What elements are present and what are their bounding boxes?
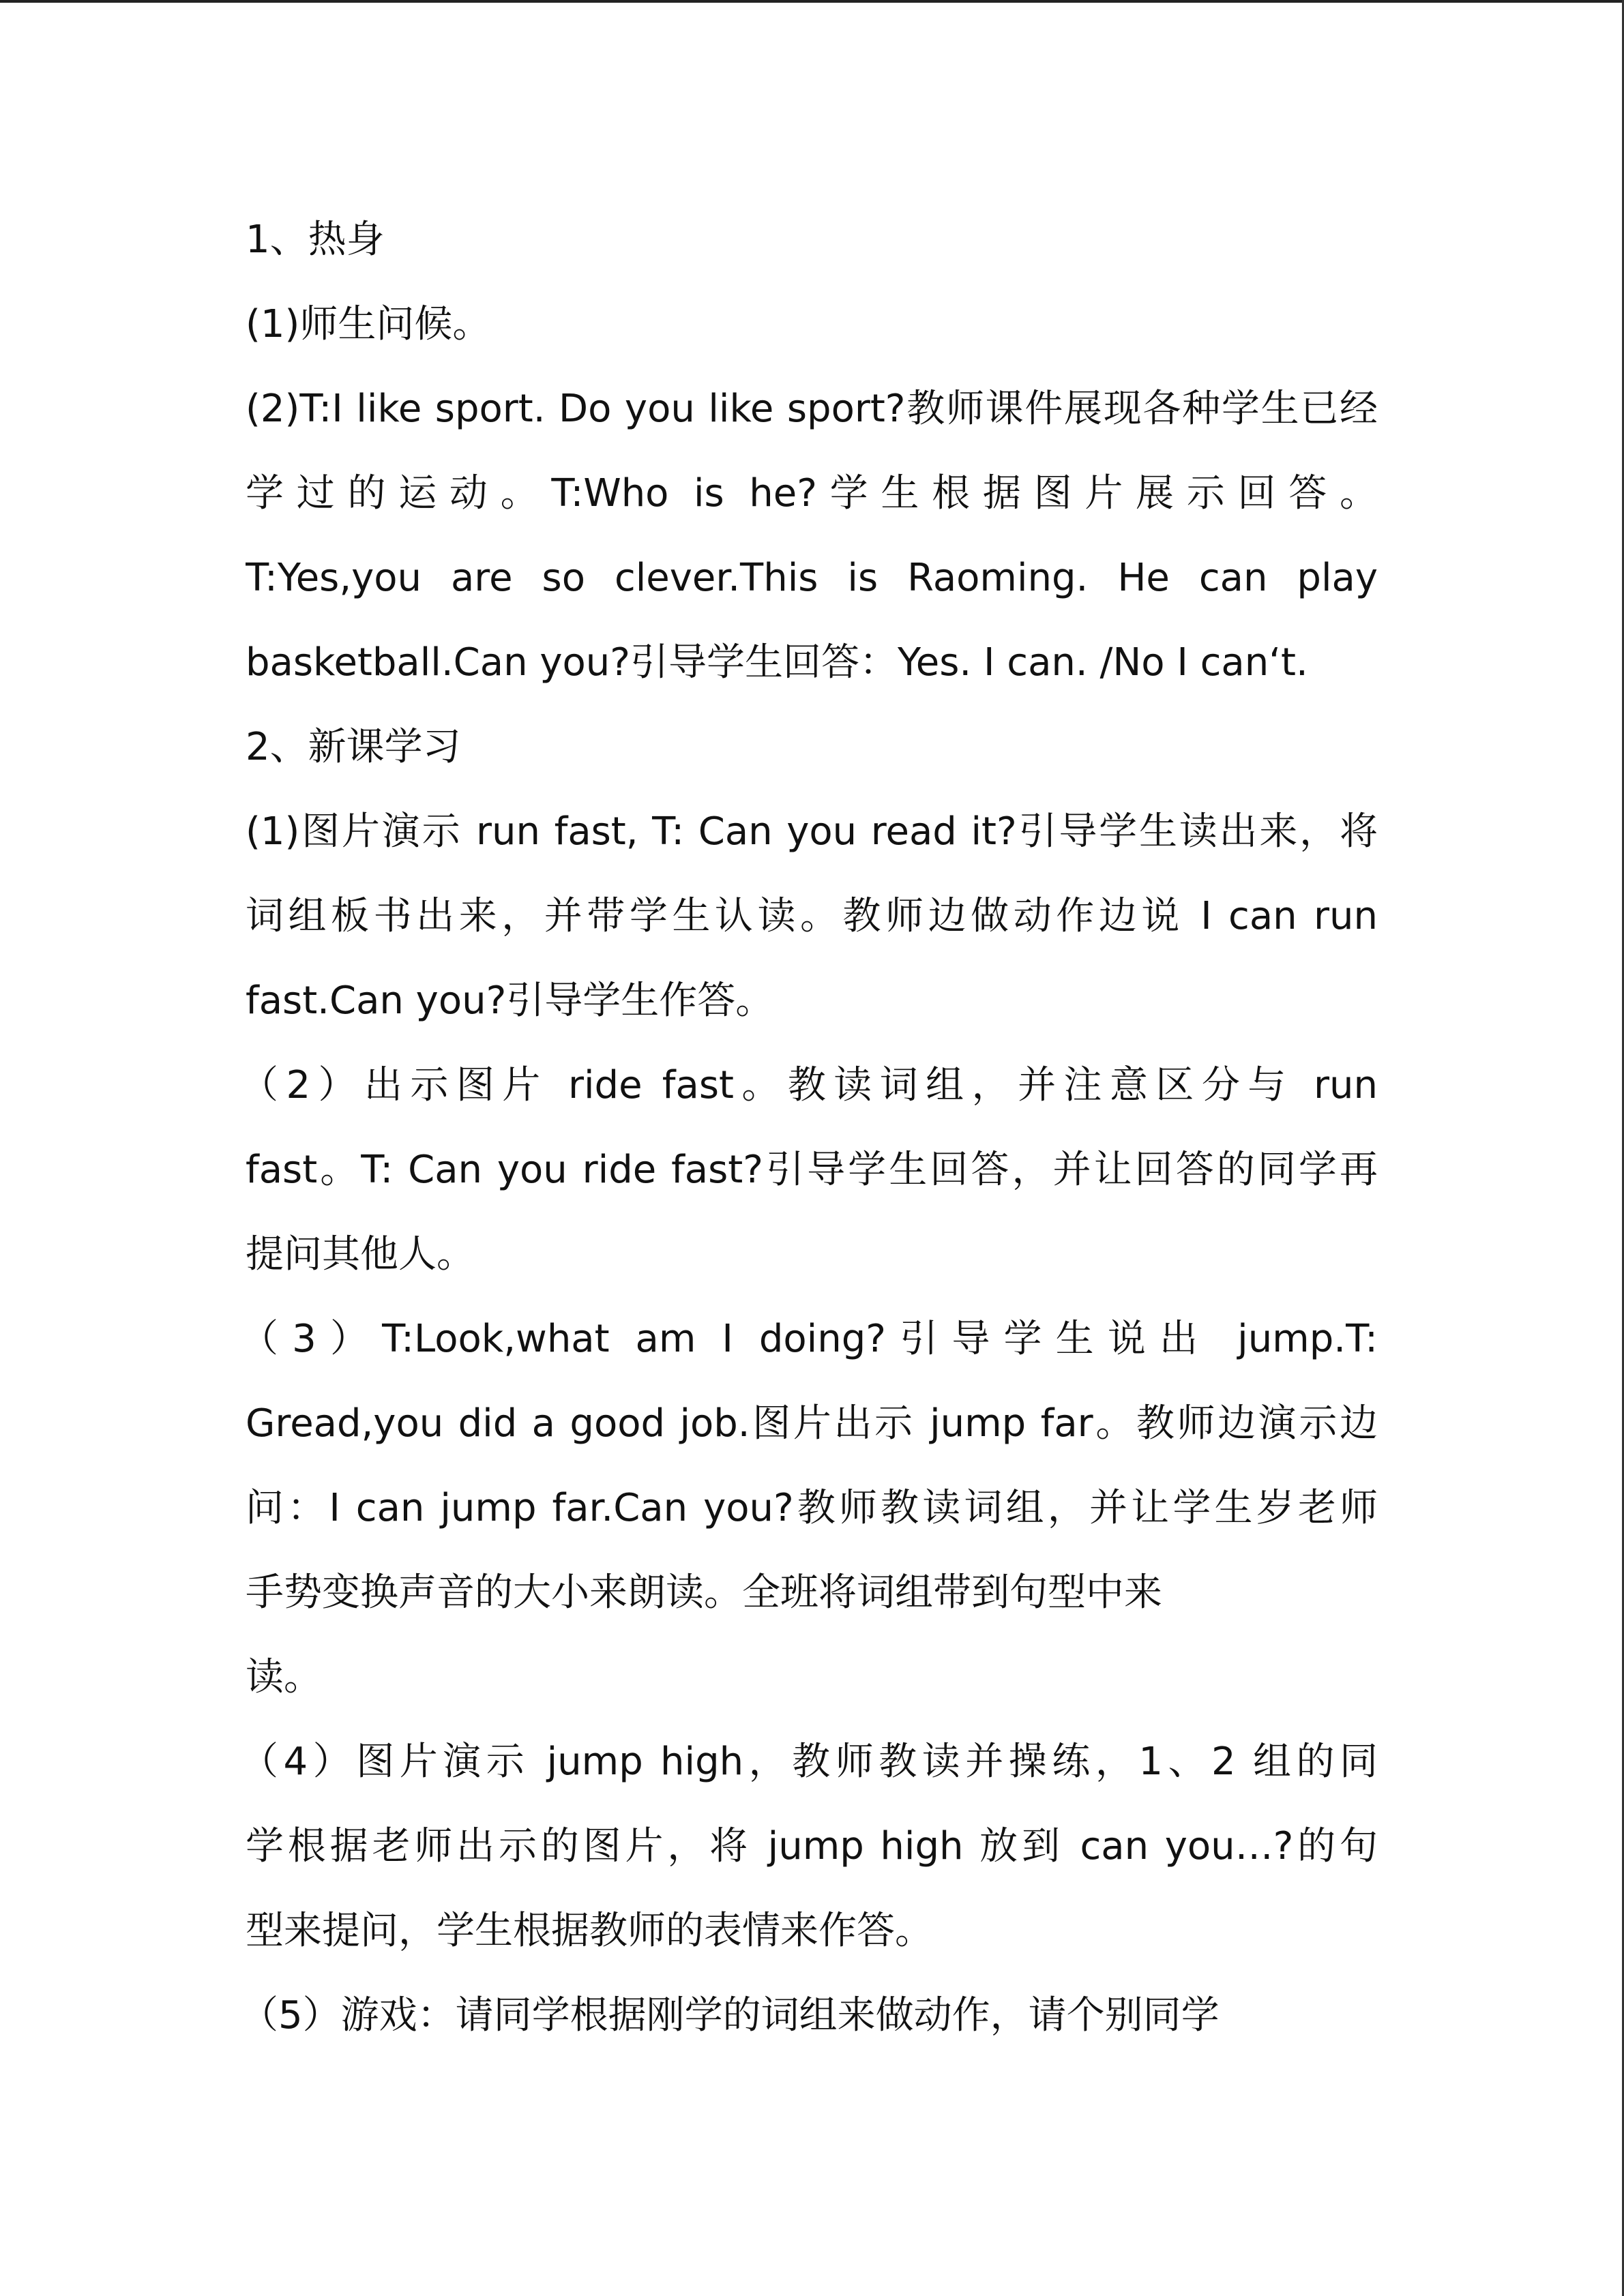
text-line: 学过的运动。T:Who is he?学生根据图片展示回答。: [246, 471, 1378, 516]
text-line: Gread,you did a good job.图片出示 jump far。教师边演示边: [246, 1401, 1378, 1446]
text-line: basketball.Can you?引导学生回答：Yes. I can. /No I can‘t.: [246, 640, 1308, 685]
text-line: (1)图片演示 run fast, T: Can you read it?引导学生读出来，将: [246, 809, 1378, 854]
section-heading-new-lesson: 2、新课学习: [246, 725, 461, 769]
text-line: 词组板书出来，并带学生认读。教师边做动作边说 I can run: [246, 894, 1378, 938]
text-line: （2）出示图片 ride fast。教读词组，并注意区分与 run: [240, 1063, 1378, 1107]
text-line: 读。: [246, 1655, 322, 1699]
text-line: (2)T:I like sport. Do you like sport?教师课件展现各种学生已经: [246, 387, 1378, 431]
text-line: 学根据老师出示的图片，将 jump high 放到 can you…?的句: [246, 1824, 1378, 1868]
text-line: (1)师生问候。: [246, 302, 491, 346]
document-body: [240, 198, 1378, 2058]
text-line: T:Yes,you are so clever.This is Raoming. He can play: [246, 556, 1378, 600]
text-line: fast.Can you?引导学生作答。: [246, 979, 774, 1023]
text-line: 问：I can jump far.Can you?教师教读词组，并让学生岁老师: [246, 1486, 1378, 1530]
section-heading-warmup: 1、热身: [246, 218, 385, 262]
text-line: （4）图片演示 jump high，教师教读并操练，1、2 组的同: [240, 1740, 1378, 1784]
text-line: fast。T: Can you ride fast?引导学生回答，并让回答的同学再: [246, 1148, 1378, 1192]
text-line: （3）T:Look,what am I doing?引导学生说出 jump.T:: [240, 1317, 1378, 1361]
page-top-border: [0, 0, 1624, 3]
text-line: 提问其他人。: [246, 1232, 475, 1277]
text-line: （5）游戏：请同学根据刚学的词组来做动作，请个别同学: [240, 1993, 1220, 2038]
text-line: 型来提问，学生根据教师的表情来作答。: [246, 1909, 933, 1953]
text-line: 手势变换声音的大小来朗读。全班将词组带到句型中来: [246, 1570, 1162, 1615]
